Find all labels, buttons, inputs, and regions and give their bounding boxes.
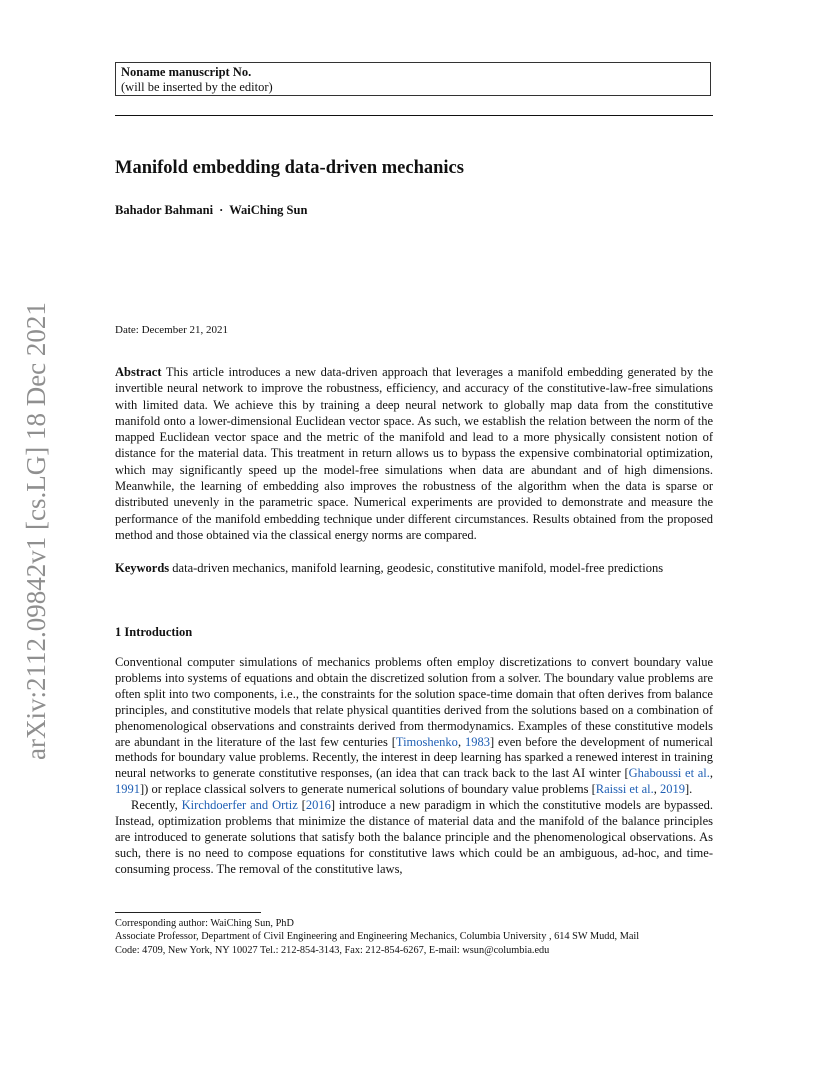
introduction-body (115, 655, 713, 878)
abstract (115, 364, 713, 543)
editor-note-box (115, 62, 711, 96)
citation-link[interactable]: Kirchdoerfer and Ortiz (181, 798, 298, 813)
header-rule (115, 115, 713, 116)
abstract-text: This article introduces a new data-driven approach that leverages a manifold embedding generated by the invertible neural network to improve the robustness, efficiency, and accuracy of the constitutive-law-free simulations with limited data. We achieve this by training a deep neural network to globally map data from the constitutive manifold onto a lower-dimensional Euclidean vector space. As such, we establish the relation between the norm of the mapped Euclidean vector space and the metric of the manifold and lead to a more physically consistent notion of distance for the material data. This treatment in return allows us to bypass the expensive combinatorial optimization, which may significantly speed up the model-free simulations when data are abundant and of high dimensions. Meanwhile, the learning of embedding also improves the robustness of the algorithm when the data is sparse or distributed unevenly in the parametric space. Numerical experiments are provided to demonstrate and measure the performance of the manifold embedding technique under different circumstances. Results obtained from the proposed method and those obtained via the classical energy norms are compared. (115, 365, 713, 542)
author-name: Bahador Bahmani (115, 203, 214, 217)
footnote (115, 917, 715, 957)
body-text: [ (297, 798, 306, 813)
body-text: , (709, 766, 713, 781)
editor-note: (will be inserted by the editor) (121, 80, 273, 94)
footnote-line: Code: 4709, New York, NY 10027 Tel.: 212-854-3143, Fax: 212-854-6267, E-mail: wsun@columbia.edu (115, 944, 550, 956)
paper-title: Manifold embedding data-driven mechanics (115, 158, 464, 178)
citation-link[interactable]: 1991 (115, 782, 140, 797)
citation-link[interactable]: Ghaboussi et al. (628, 766, 710, 781)
paper-date: Date: December 21, 2021 (115, 324, 229, 336)
body-text: ]. (684, 782, 693, 797)
author-name: WaiChing Sun (229, 203, 308, 217)
footnote-rule (115, 912, 261, 913)
citation-link[interactable]: 2019 (659, 782, 685, 797)
author-separator: · (219, 203, 224, 217)
keywords-label: Keywords (115, 561, 170, 575)
citation-link[interactable]: 2016 (305, 798, 331, 813)
manuscript-number: Noname manuscript No. (121, 65, 252, 79)
footnote-line: Associate Professor, Department of Civil Engineering and Engineering Mechanics, Columbia University , 614 SW Mudd, Mail (115, 931, 640, 943)
body-text: ]) or replace classical solvers to generate numerical solutions of boundary value problems [ (140, 782, 596, 797)
paragraph (115, 655, 713, 798)
body-text: ] introduce a new paradigm in which the constitutive models are bypassed. Instead, optimization problems that minimize the distance of material data and the manifold of the balance principles are introduced to generate solutions that satisfy both the balance principle and the phenomenological observations. As such, there is no need to compose equations for constitutive laws which could be an ambiguous, ad-hoc, and time-consuming process. The removal of the constitutive laws, (115, 798, 713, 876)
author-list (115, 203, 307, 218)
footnote-line: Corresponding author: WaiChing Sun, PhD (115, 918, 294, 929)
citation-link[interactable]: Timoshenko (395, 734, 458, 749)
keywords (115, 560, 713, 576)
body-text: , (653, 782, 660, 797)
body-text: ] even before the development of numerical methods for boundary value problems. Recently, the interest in deep learning has sparked a renewed interest in training neural networks to generate constitutive responses, (an idea that can track back to the last AI winter [ (115, 734, 714, 781)
paragraph (115, 798, 713, 878)
citation-link[interactable]: Raissi et al. (595, 782, 654, 797)
citation-link[interactable]: 1983 (464, 734, 490, 749)
body-text: Recently, (131, 798, 182, 813)
keywords-text: data-driven mechanics, manifold learning, geodesic, constitutive manifold, model-free predictions (172, 561, 664, 575)
body-text: Conventional computer simulations of mechanics problems often employ discretizations to convert boundary value problems into systems of equations and obtain the discretized solution from a solver. The boundary value problems are often split into two components, i.e., the constraints for the solution space-time domain that often derives from balance principles, and constitutive models that relate physical quantities derived from the solutions based on a combination of phenomenological observations and constraints derived from thermodynamics. Examples of these constitutive models are abundant in the literature of the last few centuries [ (115, 655, 713, 749)
arxiv-stamp: arXiv:2112.09842v1 [cs.LG] 18 Dec 2021 (21, 302, 51, 760)
section-heading: 1 Introduction (115, 625, 193, 639)
body-text: , (457, 734, 465, 749)
abstract-label: Abstract (115, 365, 162, 379)
